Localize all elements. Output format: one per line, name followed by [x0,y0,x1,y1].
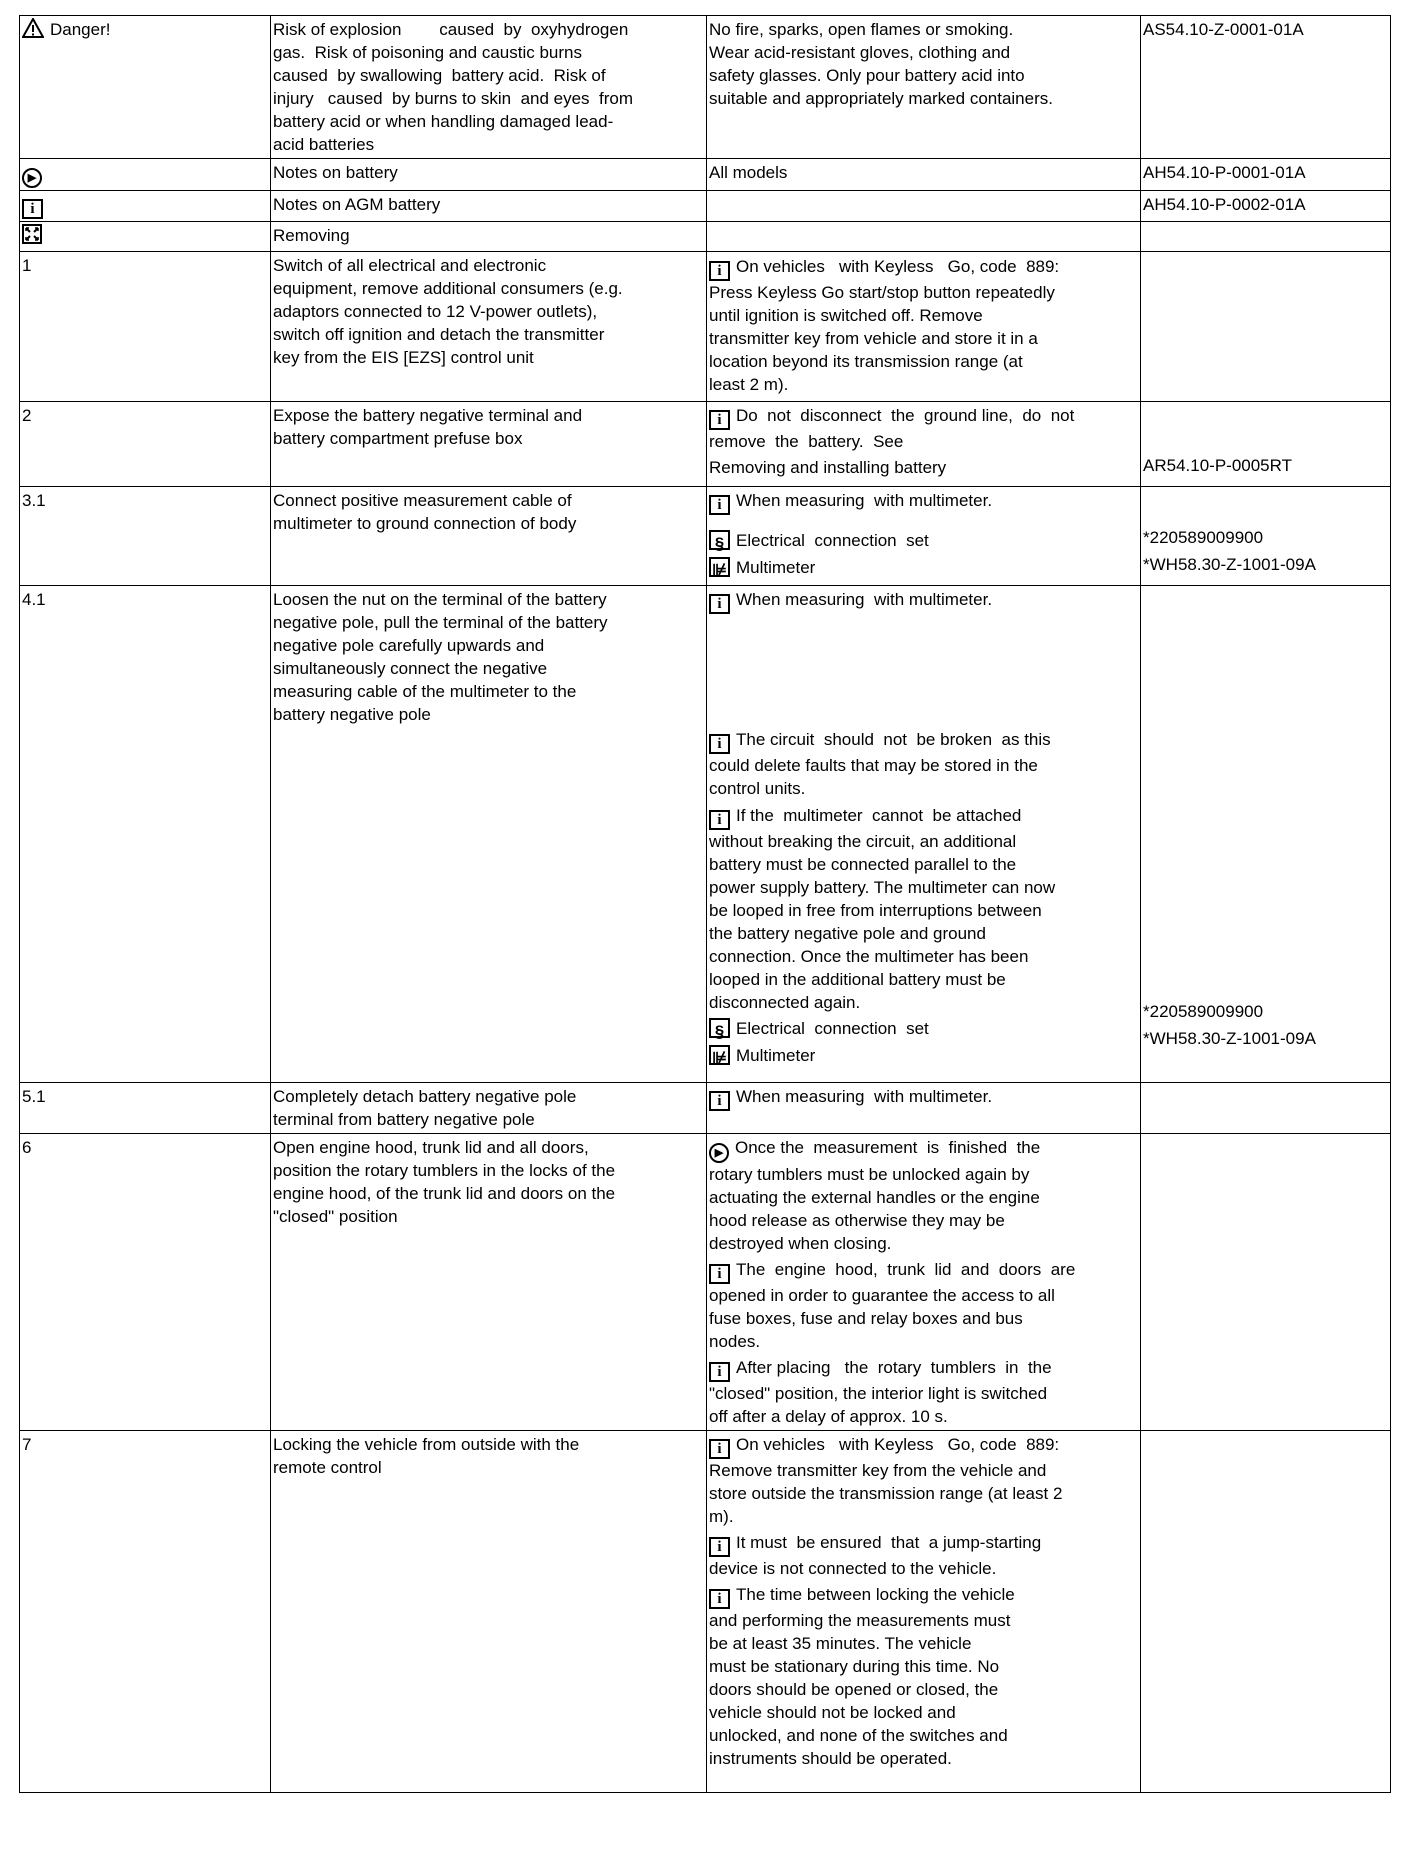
step-number: 4.1 [20,586,271,1083]
step-number: 6 [20,1134,271,1431]
info-icon: i [709,594,730,614]
tool-name: Electrical connection set [736,531,929,550]
text-line: be at least 35 minutes. The vehicle [709,1634,972,1653]
step-description [271,252,707,402]
info-icon: i [709,261,730,281]
text-line: Risk of explosion caused by oxyhydrogen [273,20,629,39]
text-line: rotary tumblers must be unlocked again by [709,1165,1030,1184]
text-line: unlocked, and none of the switches and [709,1726,1008,1745]
text-line: simultaneously connect the negative [273,659,548,678]
text-line: could delete faults that may be stored in the [709,756,1038,775]
tool-name: Multimeter [736,558,816,577]
text-line [709,588,1137,614]
text-line [709,556,1137,579]
text-line [709,1017,1137,1040]
note-cell [707,222,1141,252]
info-icon: i [709,1439,730,1459]
text-line: Press Keyless Go start/stop button repeatedly [709,283,1055,302]
info-icon: i [709,1589,730,1609]
reference-cell [1141,159,1391,191]
step-number: 5.1 [20,1083,271,1134]
reference-cell [1141,487,1391,586]
step-row [20,1431,1391,1793]
text-line: Switch of all electrical and electronic [273,256,547,275]
text-line: looped in the additional battery must be [709,970,1006,989]
text-line: safety glasses. Only pour battery acid into [709,66,1025,85]
note-text: The time between locking the vehicle [736,1585,1015,1604]
info-icon: i [709,1264,730,1284]
text-line: battery must be connected parallel to the [709,855,1017,874]
text-line: Remove transmitter key from the vehicle and [709,1461,1047,1480]
text-line: fuse boxes, fuse and relay boxes and bus [709,1309,1023,1328]
text-line: Loosen the nut on the terminal of the battery [273,590,607,609]
reference-link[interactable]: AH54.10-P-0001-01A [1143,163,1306,182]
procedure-table [19,15,1391,1793]
text-line: negative pole, pull the terminal of the battery [273,613,608,632]
spacer [709,614,1137,728]
note-cell: All models [707,159,1141,191]
text-line: opened in order to guarantee the access to all [709,1286,1055,1305]
reference-link[interactable]: *220589009900 [1143,528,1264,547]
text-line: off after a delay of approx. 10 s. [709,1407,948,1426]
step-row [20,487,1391,586]
danger-description [271,16,707,159]
reference-cell [1141,191,1391,222]
text-line: disconnected again. [709,993,861,1012]
text-line: transmitter key from vehicle and store it in a [709,329,1038,348]
info-icon: i [709,410,730,430]
text-line: must be stationary during this time. No [709,1657,1000,1676]
reference-link[interactable]: AH54.10-P-0002-01A [1143,195,1306,214]
text-line: position the rotary tumblers in the locks of the [273,1161,616,1180]
text-line: vehicle should not be locked and [709,1703,956,1722]
info-icon: i [709,734,730,754]
step-notes [707,1083,1141,1134]
step-notes [707,1134,1141,1431]
note-text: Do not disconnect the ground line, do not [736,406,1075,425]
step-notes [707,487,1141,586]
text-line: negative pole carefully upwards and [273,636,545,655]
special-tool-icon: § [709,530,730,550]
multimeter-icon: ⊯ [709,1045,730,1065]
step-number: 1 [20,252,271,402]
text-line: control units. [709,779,806,798]
text-line: key from the EIS [EZS] control unit [273,348,534,367]
spacer [1143,489,1387,526]
step-notes [707,586,1141,1083]
info-icon: i [709,1537,730,1557]
text-line: terminal from battery negative pole [273,1110,535,1129]
text-line: switch off ignition and detach the transmitter [273,325,605,344]
reference-link[interactable]: *220589009900 [1143,1002,1264,1021]
step-number: 3.1 [20,487,271,586]
text-line: remote control [273,1458,382,1477]
reference-link[interactable]: AS54.10-Z-0001-01A [1143,20,1304,39]
note-text: When measuring with multimeter. [736,1087,993,1106]
step-notes [707,252,1141,402]
text-line: remove the battery. See [709,432,904,451]
text-line: Expose the battery negative terminal and [273,406,583,425]
step-number: 2 [20,402,271,487]
note-clock-icon: ▶ [22,168,42,188]
multimeter-icon: ⊯ [709,557,730,577]
note-text: If the multimeter cannot be attached [736,806,1022,825]
note-text: Once the measurement is finished the [735,1138,1041,1157]
notes-battery-row [20,159,1391,191]
step-notes [707,402,1141,487]
text-line: until ignition is switched off. Remove [709,306,983,325]
step-description [271,586,707,1083]
info-icon: i [22,199,43,219]
reference-cell [1141,1083,1391,1134]
reference-cell [1141,222,1391,252]
text-line: suitable and appropriately marked containers. [709,89,1053,108]
text-line: connection. Once the multimeter has been [709,947,1029,966]
text-line: hood release as otherwise they may be [709,1211,1005,1230]
text-line [709,1583,1137,1609]
reference-cell [1141,252,1391,402]
text-line: Open engine hood, trunk lid and all doors, [273,1138,589,1157]
reference-link[interactable]: *WH58.30-Z-1001-09A [1143,1029,1316,1048]
text-line [709,1433,1137,1459]
text-line: be looped in free from interruptions between [709,901,1042,920]
text-line: Connect positive measurement cable of [273,491,572,510]
text-line: battery compartment prefuse box [273,429,523,448]
note-text: On vehicles with Keyless Go, code 889: [736,257,1060,276]
step-notes [707,1431,1141,1793]
text-line: m). [709,1507,734,1526]
note-text: When measuring with multimeter. [736,590,993,609]
spacer [1143,588,1387,1000]
text-line: multimeter to ground connection of body [273,514,577,533]
text-line: nodes. [709,1332,761,1351]
text-line: store outside the transmission range (at least 2 [709,1484,1063,1503]
info-icon: i [709,810,730,830]
icon-cell [20,191,271,222]
text-line: device is not connected to the vehicle. [709,1559,997,1578]
text-line: without breaking the circuit, an additional [709,832,1017,851]
danger-label-cell [20,16,271,159]
step-description [271,487,707,586]
reference-cell [1141,1134,1391,1431]
info-icon: i [709,495,730,515]
text-line: measuring cable of the multimeter to the [273,682,577,701]
reference-link[interactable]: *WH58.30-Z-1001-09A [1143,555,1316,574]
text-line [709,404,1137,430]
step-description [271,1134,707,1431]
info-icon: i [709,1091,730,1111]
tool-name: Multimeter [736,1046,816,1065]
reference-cell [1141,586,1391,1083]
text-line: Wear acid-resistant gloves, clothing and [709,43,1011,62]
text-line: battery acid or when handling damaged lead- [273,112,614,131]
text-line: instruments should be operated. [709,1749,952,1768]
text-line: acid batteries [273,135,375,154]
text-line: destroyed when closing. [709,1234,892,1253]
text-line [709,1044,1137,1067]
text-line: battery negative pole [273,705,431,724]
removing-icon [22,224,42,244]
note-clock-icon: ▶ [709,1143,729,1163]
danger-label: Danger! [50,20,111,39]
step-row [20,1134,1391,1431]
step-description [271,1083,707,1134]
spacer [1143,404,1387,454]
special-tool-icon: § [709,1018,730,1038]
step-row [20,252,1391,402]
text-line: location beyond its transmission range (at [709,352,1023,371]
text-line: Completely detach battery negative pole [273,1087,577,1106]
text-line: gas. Risk of poisoning and caustic burns [273,43,583,62]
text-line: caused by swallowing battery acid. Risk of [273,66,606,85]
step-description [271,1431,707,1793]
text-line: equipment, remove additional consumers (e.g. [273,279,623,298]
danger-reference [1141,16,1391,159]
text-line: engine hood, of the trunk lid and doors on the [273,1184,616,1203]
text-line [709,1258,1137,1284]
text-line [709,1531,1137,1557]
note-text: The circuit should not be broken as this [736,730,1051,749]
text-line [709,1085,1137,1111]
step-description [271,402,707,487]
step-row [20,1083,1391,1134]
notes-agm-row [20,191,1391,222]
info-icon: i [709,1362,730,1382]
text-line: "closed" position, the interior light is switched [709,1384,1048,1403]
text-line [709,1356,1137,1382]
text-line: actuating the external handles or the engine [709,1188,1040,1207]
note-text: The engine hood, trunk lid and doors are [736,1260,1076,1279]
text-line: Locking the vehicle from outside with the [273,1435,580,1454]
description-cell: Notes on battery [271,159,707,191]
reference-link[interactable]: AR54.10-P-0005RT [1143,456,1292,475]
note-cell [707,191,1141,222]
description-cell: Notes on AGM battery [271,191,707,222]
note-text: On vehicles with Keyless Go, code 889: [736,1435,1060,1454]
note-text: When measuring with multimeter. [736,491,993,510]
text-line: doors should be opened or closed, the [709,1680,999,1699]
text-line [709,529,1137,552]
reference-cell [1141,1431,1391,1793]
warning-triangle-icon [22,18,44,38]
danger-notes [707,16,1141,159]
text-line: adaptors connected to 12 V-power outlets), [273,302,598,321]
step-row [20,586,1391,1083]
text-line: injury caused by burns to skin and eyes from [273,89,634,108]
text-line: No fire, sparks, open flames or smoking. [709,20,1014,39]
description-cell: Removing [271,222,707,252]
removing-row [20,222,1391,252]
note-text: It must be ensured that a jump-starting [736,1533,1042,1552]
danger-row [20,16,1391,159]
text-line [709,254,1137,281]
text-line: "closed" position [273,1207,398,1226]
text-line: power supply battery. The multimeter can now [709,878,1056,897]
text-line [709,728,1137,754]
note-text: After placing the rotary tumblers in the [736,1358,1052,1377]
related-procedure-link[interactable]: Removing and installing battery [709,458,947,477]
text-line [709,489,1137,515]
text-line: the battery negative pole and ground [709,924,986,943]
tool-name: Electrical connection set [736,1019,929,1038]
text-line [709,1136,1137,1163]
step-row [20,402,1391,487]
reference-cell [1141,402,1391,487]
text-line [709,804,1137,830]
text-line: and performing the measurements must [709,1611,1011,1630]
text-line: least 2 m). [709,375,789,394]
icon-cell [20,159,271,191]
step-number: 7 [20,1431,271,1793]
icon-cell [20,222,271,252]
